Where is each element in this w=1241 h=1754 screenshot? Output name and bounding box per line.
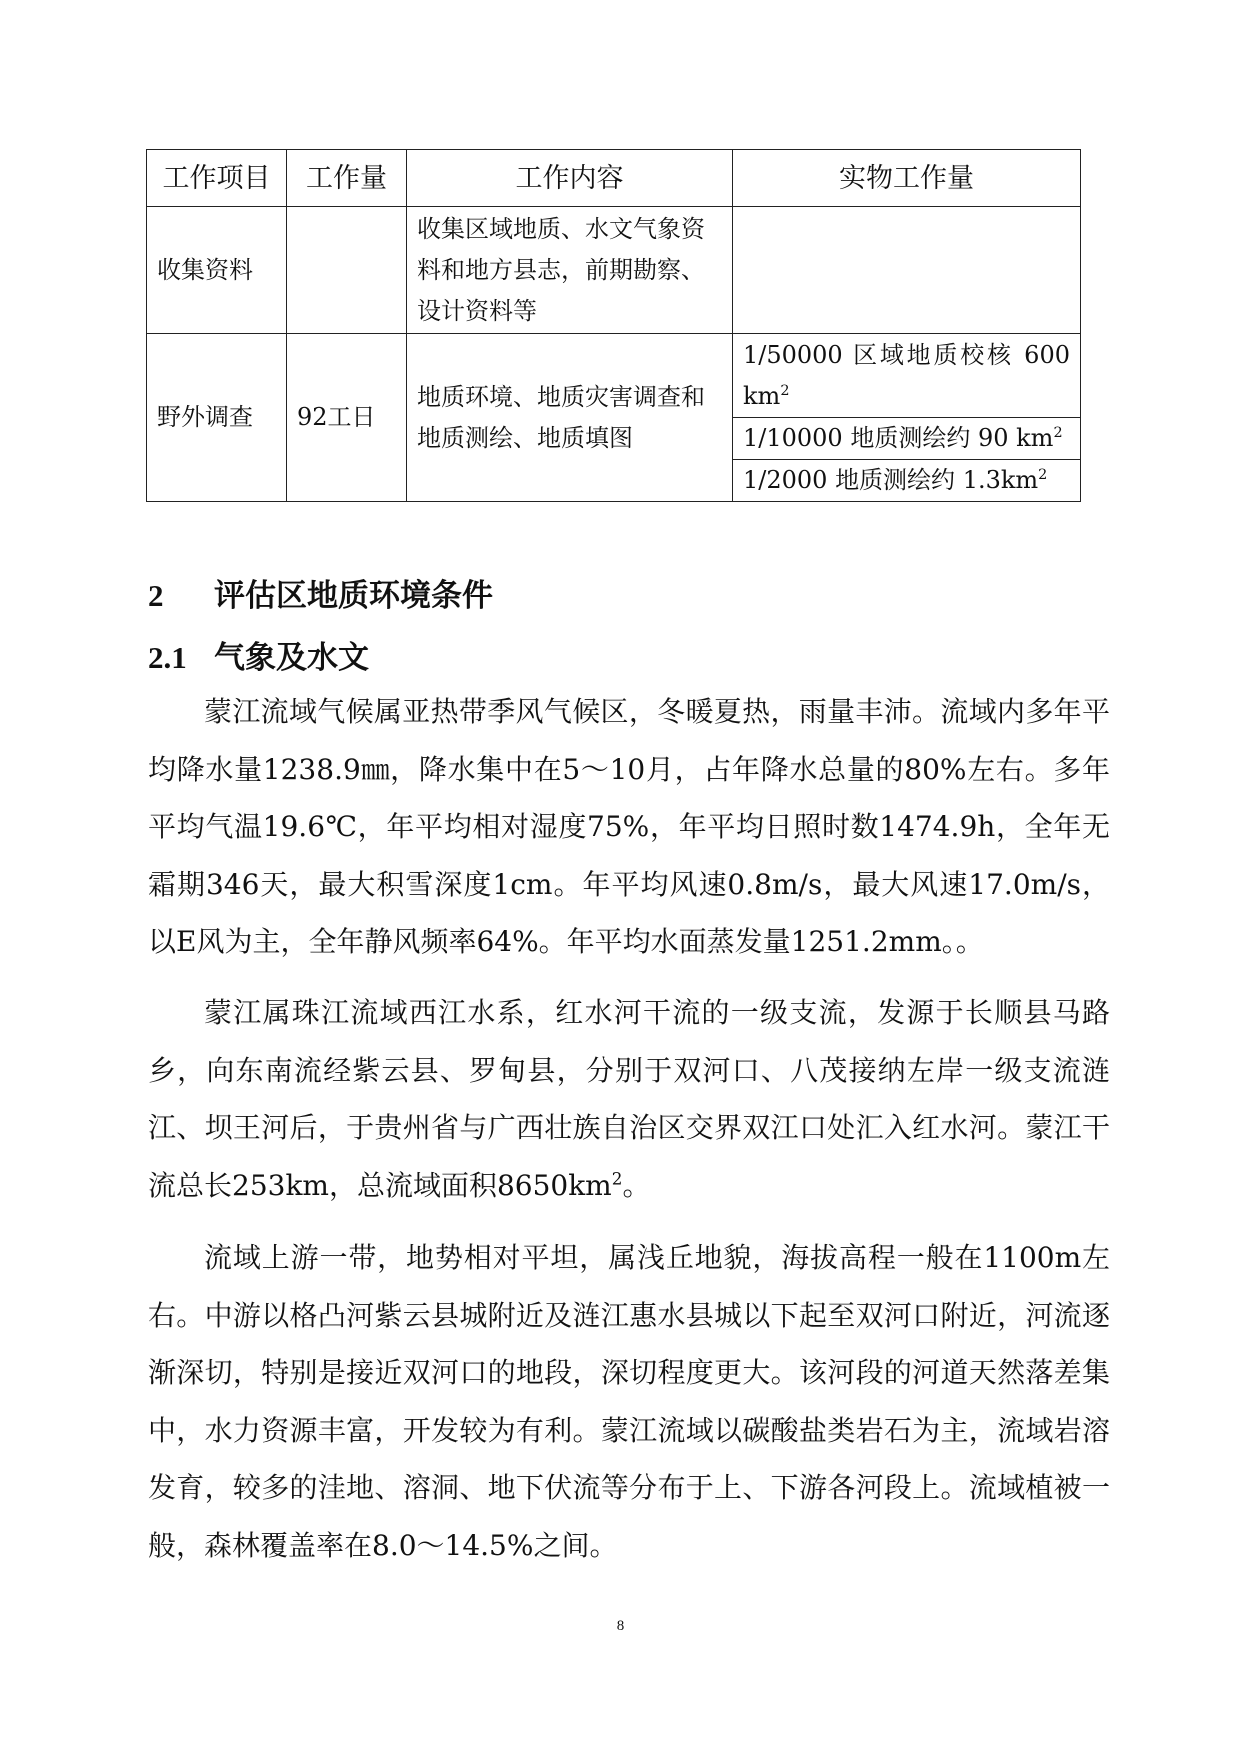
paragraph-hydrology: 蒙江属珠江流域西江水系，红水河干流的一级支流，发源于长顺县马路乡，向东南流经紫云县、罗甸县，分别于双河口、八茂接纳左岸一级支流涟江、坝王河后，于贵州省与广西壮族自治区交界双江口处汇入红水河。蒙江干流总长253km，总流域面积$8650km^2$。 <box>148 996 1110 1202</box>
work-table <box>146 149 1081 502</box>
cell-item: 收集资料 <box>147 207 287 334</box>
section-number: 2 <box>148 578 164 613</box>
cell-content: 收集区域地质、水文气象资料和地方县志，前期勘察、设计资料等 <box>407 207 733 334</box>
cell-content: 地质环境、地质灾害调查和地质测绘、地质填图 <box>407 334 733 502</box>
table-row <box>147 334 1081 418</box>
cell-physical: 1/50000 区域地质校核 600 $km^2$ <box>733 334 1081 418</box>
table-row <box>147 207 1081 334</box>
paragraph-climate: 蒙江流域气候属亚热带季风气候区，冬暖夏热，雨量丰沛。流域内多年平均降水量1238.9㎜，降水集中在5～10月，占年降水总量的80%左右。多年平均气温19.6℃，年平均相对湿度75%，年平均日照时数1474.9h，全年无霜期346天，最大积雪深度1cm。年平均风速0.8m/s，最大风速17.0m/s，以E风为主，全年静风频率64%。年平均水面蒸发量1251.2mm。。 <box>148 695 1110 958</box>
cell-physical <box>733 207 1081 334</box>
subsection-title: 气象及水文 <box>214 640 369 676</box>
subsection-heading <box>148 632 369 677</box>
table-header-row <box>147 150 1081 207</box>
cell-amount <box>287 207 407 334</box>
cell-physical: 1/2000 地质测绘约 $1.3km^2$ <box>733 460 1081 502</box>
paragraph-terrain: 流域上游一带，地势相对平坦，属浅丘地貌，海拔高程一般在1100m左右。中游以格凸河紫云县城附近及涟江惠水县城以下起至双河口附近，河流逐渐深切，特别是接近双河口的地段，深切程度更大。该河段的河道天然落差集中，水力资源丰富，开发较为有利。蒙江流域以碳酸盐类岩石为主，流域岩溶发育，较多的洼地、溶洞、地下伏流等分布于上、下游各河段上。流域植被一般，森林覆盖率在8.0～14.5%之间。 <box>148 1241 1110 1562</box>
cell-physical: 1/10000 地质测绘约 90 $km^2$ <box>733 418 1081 460</box>
page-number: 8 <box>616 1618 625 1634</box>
header-work-content: 工作内容 <box>407 150 733 207</box>
cell-item: 野外调查 <box>147 334 287 502</box>
cell-amount: 92工日 <box>287 334 407 502</box>
section-title: 评估区地质环境条件 <box>214 578 493 614</box>
header-work-item: 工作项目 <box>147 150 287 207</box>
header-work-amount: 工作量 <box>287 150 407 207</box>
subsection-number: 2.1 <box>148 640 187 675</box>
section-heading <box>148 570 493 615</box>
header-physical-amount: 实物工作量 <box>733 150 1081 207</box>
